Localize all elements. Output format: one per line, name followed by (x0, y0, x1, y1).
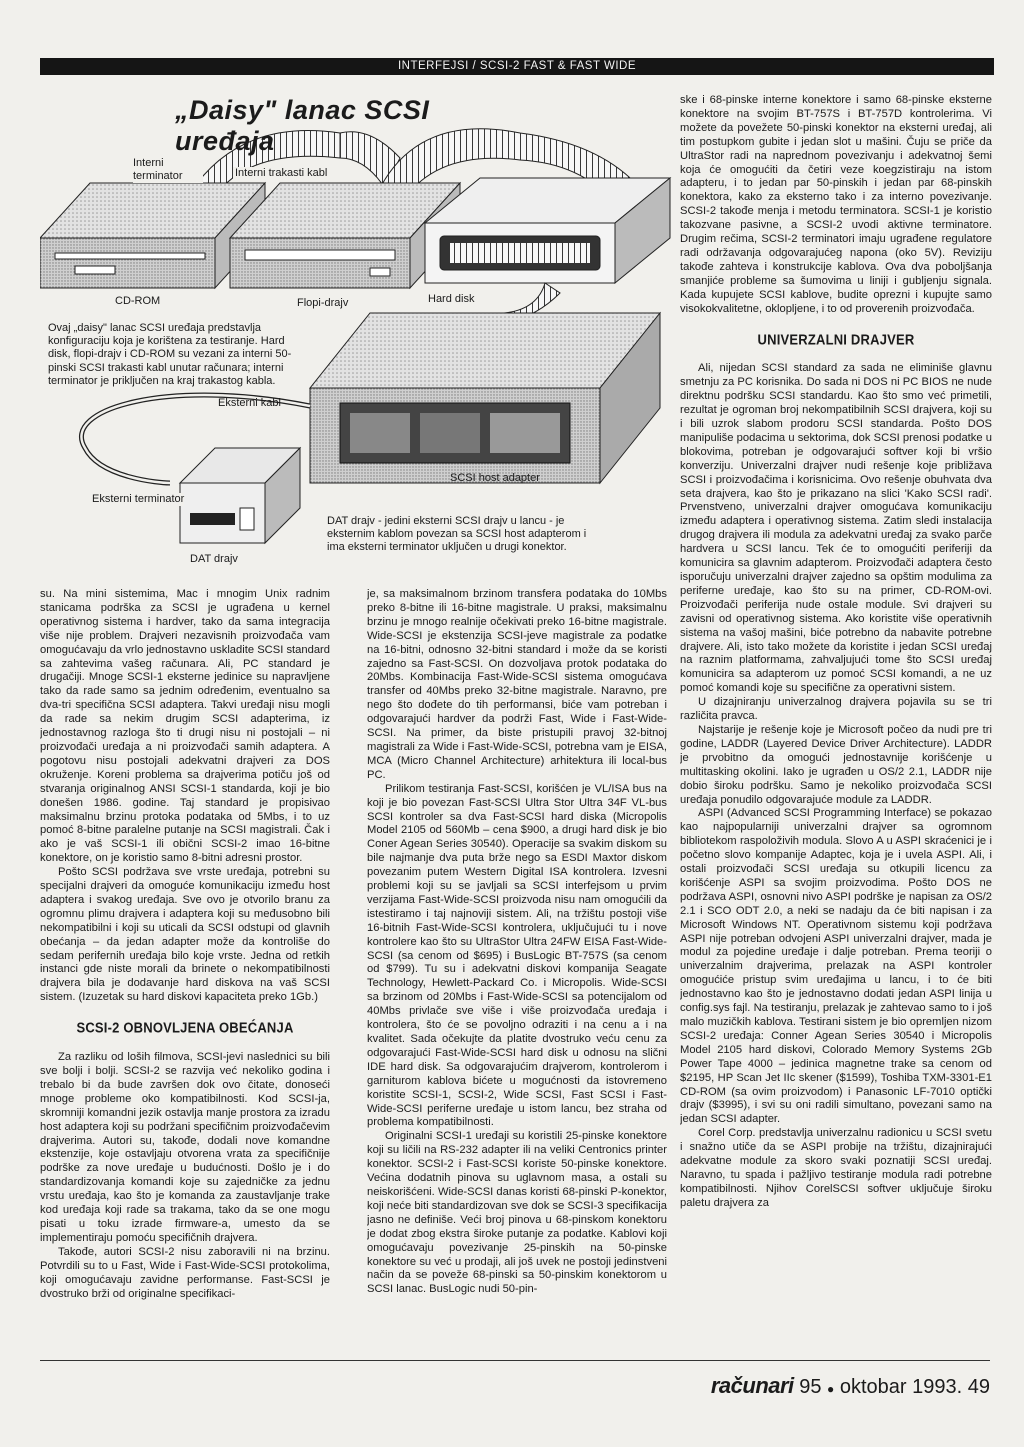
label-dat: DAT drajv (190, 553, 238, 565)
page-footer (700, 1373, 990, 1403)
paragraph: je, sa maksimalnom brzinom transfera podataka do 10Mbs preko 8-bitne ili 16-bitne magistrale. U praksi, maksimalnu brzinu je mnogo realnije očekivati preko 16-bitne magistrale. Wide-SCSI je ekstenzija SCSI-jeve magistrale za podatke na 16-bitni, odnosno 32-bitni standard i može da se koristi zajedno sa Fast-SCSI. On dozvoljava protok podataka do 20Mbs. Kombinacija Fast-Wide-SCSI sistema omogućava transfer od 40Mbs preko 32-bitne magistrale. Naravno, pre nego što dođete do tih performansi, biće vam potreban i odgovarajući hardver da podrži Fast, Wide i Fast-Wide-SCSI. Na primer, da biste pristupili pravoj 32-bitnoj magistrali za Wide i Fast-Wide-SCSI, potrebna vam je EISA, MCA (Micro Channel Architecture) arhitektura ili local-bus PC. (367, 588, 667, 781)
paragraph: Corel Corp. predstavlja univerzalnu radionicu u SCSI svetu i snažno utiče da se ASPI probije na tržištu, dizajnirajući adekvatne module za skoro svaki poznatiji SCSI uređaj. Naravno, tu spada i pažljivo testiranje modula radi potrebne kompatibilnosti. Njihov CorelSCSI softver uključuje široku paletu drajvera za (680, 1127, 992, 1209)
paragraph: Originalni SCSI-1 uređaji su koristili 25-pinske konektore koji su ličili na RS-232 adapter ili na veliki Centronics printer konektor. SCSI-2 i Fast-SCSI koriste 50-pinske konektore. Većina dodatnih pinova su uglavnom masa, a ostali su neiskorišćeni. Wide-SCSI danas koristi 68-pinski P-konektor, koji neće biti standardizovan sve dok se SCSI-3 specifikacija jasno ne definiše. Veći broj pinova u 68-pinskom konektoru je dodat zbog ekstra široke putanje za podatke. Kablovi koji omogućavaju povezivanje 25-pinskih na 50-pinske konektore su već u prodaji, ali još uvek ne postoji jedinstveni način da se poveže 68-pinski sa 50-pinskim konektorom u SCSI lanac. BusLogic nudi 50-pin- (367, 1130, 667, 1296)
bullet-icon: ● (827, 1382, 835, 1396)
section-heading-scsi2: SCSI-2 OBNOVLJENA OBEĆANJA (76, 1018, 294, 1037)
label-internal-cable: Interni trakasti kabl (235, 167, 328, 179)
issue-number: 95 (799, 1376, 822, 1398)
page-number: 49 (967, 1376, 990, 1398)
paragraph: ASPI (Advanced SCSI Programming Interface) se pokazao kao najpopularniji univerzalni drajver sa ogromnom bibliotekom raspoloživih modula. Slovo A u ASPI skraćenici je i početno slovo kompanije Adaptec, koja je i uvela ASPI. Ali, i ostali proizvođači SCSI uređaja su otkupili licencu za korišćenje ASPI sa svojim proizvodima. Pošto DOS ne podržava ASPI, osnovni nivo ASPI podrške je napisan za OS/2 2.1 i SCO ODT 2.0, a neki se nadaju da će biti napisan i za Microsoft Windows NT. Operativnom sistemu koji podržava ASPI nije potreban odvojeni ASPI univerzalni drajver, mada je modul za pojedine uređaje i dalje potreban. Prema teoriji o univerzalnim drajverima, prelazak na ASPI kontroler omogućiće pristup svim uređajima u lancu, i to će biti jednostavno kao što je jednostavno dodati jedan ASPI linija u config.sys fajl. Na testiranju, prelazak je zahtevao samo to i još malo muzičkih kablova. Testirani sistem je bio opremljen nizom SCSI-2 uređaja: Conner Agean Series 30540 i Micropolis Model 2105 hard diskovi, Colorado Memory Systems 2Gb Power Tape 4000 – jedinica magnetne trake sa cenom od $2195, HP Scan Jet IIc skener ($1599), Toshiba TXM-3301-E1 CD-ROM (sa ovim proizvodom) i Panasonic LF-7010 optički drajv ($3995), i svi su oni radili simultano, povezani samo na jedan SCSI adapter. (680, 807, 992, 1126)
figure-caption-top: Ovaj „daisy" lanac SCSI uređaja predstavlja konfiguraciju koja je korištena za testiranje. Hard disk, flopi-drajv i CD-ROM su vezani za interni 50-pinski SCSI trakasti kabl unutar računara; interni terminator je priključen na kraj trakastog kabla. (48, 322, 292, 387)
dat-drive (180, 448, 300, 543)
label-hard-disk: Hard disk (428, 293, 475, 305)
host-adapter (310, 313, 660, 483)
column-2 (367, 588, 667, 1348)
label-host-adapter: SCSI host adapter (450, 472, 540, 484)
paragraph: Takođe, autori SCSI-2 nisu zaboravili ni na brzinu. Potvrdili su to u Fast, Wide i Fast-Wide-SCSI protokolima, koji omogućavaju zavidne performanse. Fast-SCSI je dvostruko brži od originalne specifikaci- (40, 1245, 330, 1300)
label-floppy: Flopi-drajv (297, 297, 349, 309)
issue-date: oktobar 1993. (839, 1376, 963, 1398)
paragraph: ske i 68-pinske interne konektore i samo 68-pinske eksterne konektore na svojim BT-757S i BT-757D kontrolerima. Vi možete da povežete 50-pinski konektor na eksterni uređaj, ali tim postupkom gubite i jedan slot u mašini. Čuju se priče da UltraStor radi na naprednom povezivanju i adekvatnoj šemi koja će omogućiti da četiri veze koegzistiraju na istom adapteru, i to jedan par 50-pinskih i jedan par 68-pinskih konektora, kako za eksterno tako i za interno povezivanje. SCSI-2 takođe menja i metodu terminatora. SCSI-1 je koristio takozvane pasivne, a SCSI-2 uvodi aktivne terminatore. Drugim rečima, SCSI-2 terminatori imaju ugrađene regulatore radi održavanja odgovarajućeg napona (oko 5V). Reviziju takođe zahteva i konstrukcije kablova. Ova dva poboljšanja smanjiće probleme sa šumovima u liniji i gubljenju signala. Kada kupujete SCSI kablove, budite oprezni i kupujte samo visokokvalitetne, okloplјene, i to od proverenih proizvođača. (680, 94, 992, 315)
column-3 (680, 94, 992, 1354)
paragraph: Najstarije je rešenje koje je Microsoft počeo da nudi pre tri godine, LADDR (Layered Device Driver Architecture). LADDR je prvobitno da omogući jednostavnije korišćenje u multitasking okolini. Iako je ugrađen u OS/2 2.1, LADDR nije dobio široku podršku. Samo je nekoliko proizvođača SCSI uređaja ponudilo odgovarajuće module za LADDR. (680, 723, 992, 806)
label-internal-terminator: Interni terminator (133, 157, 203, 183)
paragraph: Za razliku od loših filmova, SCSI-jevi naslednici su bili sve bolji i bolji. SCSI-2 se razvija već nekoliko godina i trebalo bi da bude završen dok ovo čitate, donoseći mnoge probleme oko kompatibilnosti. Kod SCSI-ja, skromniji komandni jezik ostavlja manje prostora za izradu host adaptera koji su podržani specifičnim proizvođačevim drajverima. Autori su, takođe, dodali nove komandne ekstenzije, koje ostavljaju otvorena vrata za specifičnije podrške za nove uređaje u budućnosti. Došlo je i do standardizovanja komandi koje su zajedničke za jednu vrstu uređaja, kao što je komanda za zaustavljanje trake kod uređaja koji rade sa trakama, tako da se one mogu pisati u toku izrade firmware-a, umesto da se implementiraju pomoću specifičnih drajvera. (40, 1051, 330, 1244)
label-external-terminator: Eksterni terminator (92, 493, 185, 505)
figure-caption-dat: DAT drajv - jedini eksterni SCSI drajv u lancu - je eksternim kablom povezan sa SCSI host adapterom i ima eksterni terminator uključen u drugi konektor. (327, 515, 587, 554)
paragraph: Ali, nijedan SCSI standard za sada ne eliminiše glavnu smetnju za PC korisnika. Do sada ni DOS ni PC BIOS ne nude direktnu podršku SCSI standardu. Kao što smo već primetili, rezultat je ogroman broj nekompatibilnih SCSI drajvera, koji su i bili uzrok slabom prodoru SCSI standarda. Pošto DOS manipuliše podacima u sektorima, dok SCSI prenosi podatke u blokovima, potreban je odgovarajući softver koji bi vršio konverziju. Univerzalni drajver nudi rešenje koje približava SCSI i proizvođačima i korisnicima. Ovo rešenje obuhvata dva seta drajvera, kao što je prikazano na slici 'Kako SCSI radi'. Prvenstveno, univerzalni drajver omogućava komunikaciju između adaptera i operativnog sistema. Zatim sledi instalacija drugog drajvera ili modula za adekvatni uređaj za svako parče hardvera u SCSI lancu. Tek će to omogućiti periferiji da komunicira sa glavnim adapterom. Proizvođači adaptera često isporučuju univerzalni drajver zajedno sa opštim modulima za periferne uređaje, kao što su na primer, CD-ROM-ovi. Proizvođači periferija nude ostale module. Svi drajveri su zavisni od operativnog sistema. Ako koristite više operativnih sistema na vašoj mašini, biće potrebno da nabavite potrebne drajvere. Ali, isto tako možete da koristite i jedan SCSI uređaj na raznim platformama, zahvaljujući tome što SCSI uređaj komunicira sa adapterom uz pomoć SCSI komandi, a ne uz pomoć komandi koje su specifične za operativni sistem. (680, 362, 992, 695)
label-cdrom: CD-ROM (115, 295, 161, 307)
paragraph: Pošto SCSI podržava sve vrste uređaja, potrebni su specijalni drajveri da omoguće komunikaciju između host adaptera i svakog uređaja. Sve ovo je otvorilo branu za ogromnu plimu drajvera i adaptera koji su međusobno bili nekompatibilni i koji su uticali da SCSI odstupi od glavnih obećanja – da jedan adapter može da kontroliše do sedam perifernih uređaja bilo koje vrste. Jedna od retkih instanci gde niste morali da brinete o nekompatibilnosti drajvera bila je dodavanje hard diskova na vaš SCSI sistem. (Izuzetak su hard diskovi kapaciteta preko 1Gb.) (40, 866, 330, 1004)
paragraph: su. Na mini sistemima, Mac i mnogim Unix radnim stanicama podrška za SCSI je ugrađena u kernel operativnog sistema i hardver, tako da sama integracija više nije problem. Drajveri nezavisnih proizvođača vam omogućavaju da vrlo jednostavno uskladite SCSI standard sa zahtevima vašeg računara. Ali, PC standard je drugačiji. Mnoge SCSI-1 eksterne jedinice su napravljene tako da rade samo sa jednim određenim, eventualno sa dva-tri specifična SCSI adaptera. Takvi uređaji nisu mogli da rade sa nekim drugim SCSI adapterima, iz jednostavnog razloga što ti drugi nisu ni postojali – ni proizvođači uređaja a ni proizvođači samih adaptera. A pogotovu nisu postojali adekvatni drajveri za DOS okruženje. Koreni problema sa drajverima potiču još od stvaranja originalnog ANSI SCSI-1 standarda, koji je bio donešen 1986. godine. Taj standard je propisivao maksimalnu brzinu protoka podataka od 5Mbs, i to uz pomoć 8-bitne paralelne putanje na SCSI magistrali. Čak i ako je vaš SCSI-1 ili obični SCSI-2 imao 16-bitne konektore, on je koristio samo 8-bitni adresni prostor. (40, 588, 330, 865)
paragraph: Prilikom testiranja Fast-SCSI, korišćen je VL/ISA bus na koji je bio povezan Fast-SCSI Ultra Stor Ultra 34F VL-bus SCSI kontroler sa dva Fast-SCSI hard diska (Micropolis Model 2105 od 560Mb – cena $900, a drugi hard disk je bio Coner Agean Series 30540). Operacije sa svakim diskom su bile najmanje dva puta brže nego sa ESDI Maxtor diskom povezanim putem Western Digital ISA kontrolera. Izvesni problemi koji su se javljali sa SCSI interfejsom u prvim verzijama Fast-Wide-SCSI proizvoda nisu nam omogućili da istestiramo i taj najnoviji sistem. Ali, na tržištu postoji više 16-bitnih Fast-Wide-SCSI kontrolera, uključujući tu i nove kontrolere kao što su UltraStor Ultra 24FW EISA Fast-Wide-SCSI (sa cenom od $695) i BusLogic BT-757S (sa cenom od $799). Tu su i adekvatni diskovi kompanija Seagate Technology, Hewlett-Packard Co. i Micropolis. Wide-SCSI sa brzinom od 20Mbs i Fast-Wide-SCSI sa potencijalom od 40Mbs privlače sve više i više proizvođača uređaja i kontrolera, što će se povoljno odraziti i na cenu a i na kvalitet. Sada očekujte da platite dvostruko veću cenu za odgovarajući Fast-Wide-SCSI hard disk u odnosu na slični IDE hard disk. Sa odgovarajućim drajverom, kontrolerom i garniturom kablova bićete u mogućnosti da istovremeno koristite SCSI-1, SCSI-2, Wide SCSI, Fast SCSI i Fast-Wide-SCSI periferne uređaje u istom lancu, bez straha od problema kompatibilnosti. (367, 782, 667, 1129)
footer-rule (40, 1360, 990, 1361)
paragraph: U dizajniranju univerzalnog drajvera pojavila su se tri različita pravca. (680, 696, 992, 723)
hard-disk (425, 178, 670, 283)
column-1 (40, 588, 330, 1348)
figure-title: „Daisy" lanac SCSI uređaja (175, 95, 430, 156)
magazine-logo: računari (710, 1373, 794, 1398)
section-header: INTERFEJSI / SCSI-2 FAST & FAST WIDE (40, 58, 994, 75)
label-external-cable: Eksterni kabl (218, 397, 281, 409)
section-heading-universal-driver: UNIVERZALNI DRAJVER (757, 330, 915, 348)
